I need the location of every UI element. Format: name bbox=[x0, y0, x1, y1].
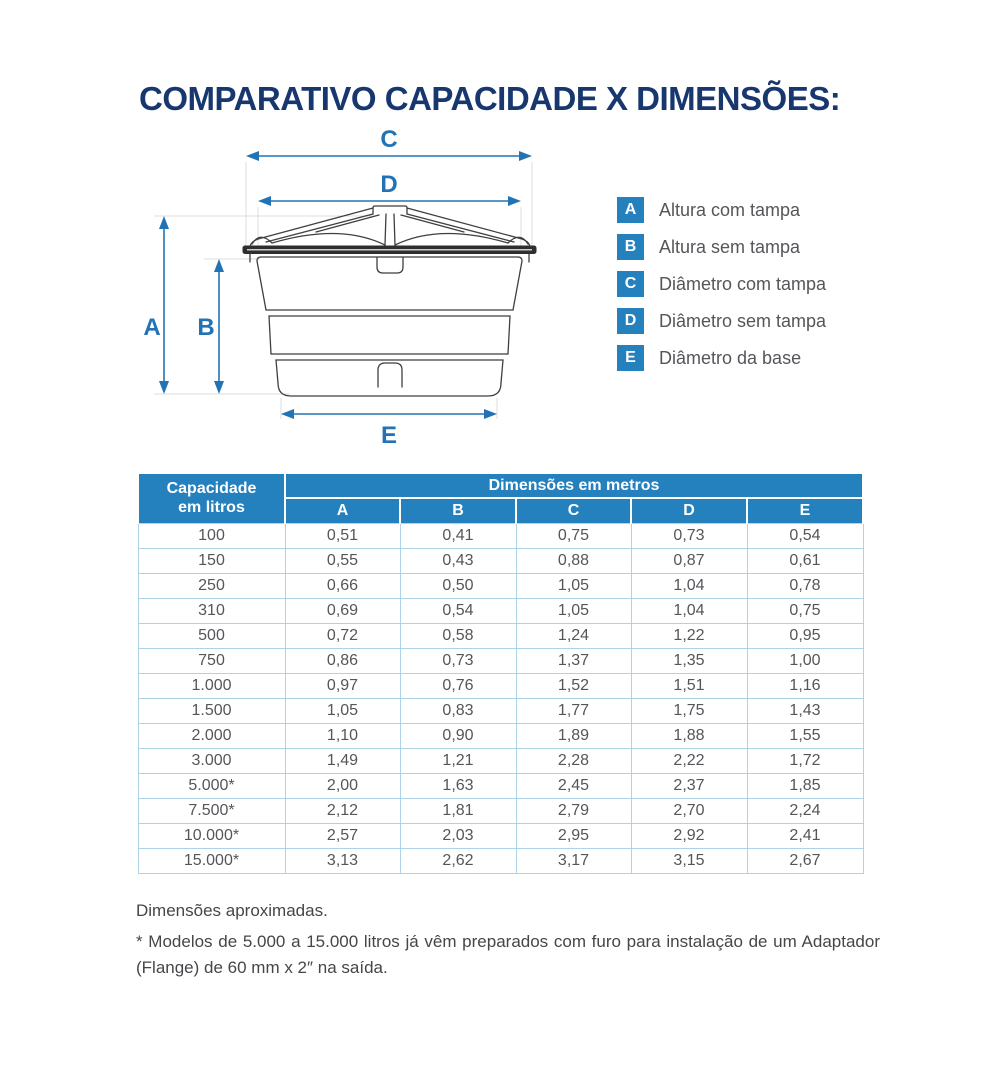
dimension-cell: 1,35 bbox=[631, 648, 747, 673]
capacity-cell: 2.000 bbox=[138, 723, 285, 748]
dimension-cell: 0,90 bbox=[400, 723, 516, 748]
capacity-cell: 7.500* bbox=[138, 798, 285, 823]
capacity-cell: 500 bbox=[138, 623, 285, 648]
dimension-cell: 1,85 bbox=[747, 773, 863, 798]
col-header-d: D bbox=[631, 498, 747, 523]
dimension-cell: 2,28 bbox=[516, 748, 631, 773]
col-header-b: B bbox=[400, 498, 516, 523]
legend-key-badge: A bbox=[617, 197, 644, 223]
legend-key-badge: B bbox=[617, 234, 644, 260]
dimension-cell: 0,54 bbox=[747, 523, 863, 548]
dim-label-a: A bbox=[143, 314, 161, 341]
dimension-cell: 0,50 bbox=[400, 573, 516, 598]
dimension-cell: 0,86 bbox=[285, 648, 400, 673]
dim-label-b: B bbox=[197, 314, 215, 341]
capacity-cell: 5.000* bbox=[138, 773, 285, 798]
dimension-cell: 1,37 bbox=[516, 648, 631, 673]
dimension-cell: 0,75 bbox=[747, 598, 863, 623]
dimension-arrow-b bbox=[214, 259, 224, 394]
dimension-cell: 1,75 bbox=[631, 698, 747, 723]
dimension-cell: 2,37 bbox=[631, 773, 747, 798]
dimension-cell: 0,43 bbox=[400, 548, 516, 573]
dimension-arrow-a bbox=[159, 216, 169, 394]
col-header-e: E bbox=[747, 498, 863, 523]
dimension-cell: 1,63 bbox=[400, 773, 516, 798]
dimension-cell: 1,51 bbox=[631, 673, 747, 698]
dimension-cell: 1,04 bbox=[631, 598, 747, 623]
dimension-cell: 0,72 bbox=[285, 623, 400, 648]
capacity-cell: 1.500 bbox=[138, 698, 285, 723]
dimension-cell: 1,21 bbox=[400, 748, 516, 773]
dimension-cell: 0,54 bbox=[400, 598, 516, 623]
tank-dimensions-diagram bbox=[140, 120, 610, 455]
table-row bbox=[138, 748, 863, 773]
dimension-cell: 2,79 bbox=[516, 798, 631, 823]
capacity-dimensions-table bbox=[137, 472, 864, 874]
table-body bbox=[138, 523, 863, 873]
dimension-cell: 0,66 bbox=[285, 573, 400, 598]
dimension-arrow-e bbox=[281, 409, 497, 419]
capacity-cell: 310 bbox=[138, 598, 285, 623]
page-title: COMPARATIVO CAPACIDADE X DIMENSÕES: bbox=[139, 80, 841, 117]
legend-item-label: Diâmetro com tampa bbox=[659, 273, 827, 294]
dimension-cell: 1,04 bbox=[631, 573, 747, 598]
dimension-cell: 2,62 bbox=[400, 848, 516, 873]
water-tank-drawing bbox=[243, 206, 536, 396]
dimension-cell: 1,00 bbox=[747, 648, 863, 673]
dimension-cell: 0,87 bbox=[631, 548, 747, 573]
legend-item-a bbox=[617, 197, 826, 223]
capacity-column-header: Capacidade em litros bbox=[138, 473, 285, 523]
table-row bbox=[138, 598, 863, 623]
capacity-cell: 10.000* bbox=[138, 823, 285, 848]
col-header-c: C bbox=[516, 498, 631, 523]
dimension-cell: 2,12 bbox=[285, 798, 400, 823]
capacity-cell: 1.000 bbox=[138, 673, 285, 698]
dimension-cell: 0,58 bbox=[400, 623, 516, 648]
legend-item-label: Diâmetro sem tampa bbox=[659, 310, 827, 331]
dimension-cell: 2,67 bbox=[747, 848, 863, 873]
approx-dimensions-note: Dimensões aproximadas. bbox=[136, 901, 328, 920]
legend-item-e bbox=[617, 345, 826, 371]
dimension-cell: 0,55 bbox=[285, 548, 400, 573]
legend-key-badge: D bbox=[617, 308, 644, 334]
dimension-cell: 0,73 bbox=[631, 523, 747, 548]
dimension-cell: 0,73 bbox=[400, 648, 516, 673]
dimension-cell: 1,88 bbox=[631, 723, 747, 748]
dimension-cell: 2,24 bbox=[747, 798, 863, 823]
dimension-cell: 1,49 bbox=[285, 748, 400, 773]
dimensions-group-header: Dimensões em metros bbox=[285, 473, 863, 498]
table-row bbox=[138, 523, 863, 548]
capacity-cell: 3.000 bbox=[138, 748, 285, 773]
table-row bbox=[138, 548, 863, 573]
table-row bbox=[138, 648, 863, 673]
table-row bbox=[138, 773, 863, 798]
dimension-cell: 0,95 bbox=[747, 623, 863, 648]
dimension-cell: 2,41 bbox=[747, 823, 863, 848]
table-row bbox=[138, 723, 863, 748]
dimension-cell: 1,05 bbox=[285, 698, 400, 723]
dimension-cell: 2,00 bbox=[285, 773, 400, 798]
dimension-cell: 0,97 bbox=[285, 673, 400, 698]
dimension-cell: 0,76 bbox=[400, 673, 516, 698]
capacity-cell: 100 bbox=[138, 523, 285, 548]
dimension-cell: 2,45 bbox=[516, 773, 631, 798]
legend-item-label: Altura com tampa bbox=[659, 199, 801, 220]
dimension-cell: 2,22 bbox=[631, 748, 747, 773]
capacity-cell: 15.000* bbox=[138, 848, 285, 873]
dimension-cell: 1,72 bbox=[747, 748, 863, 773]
dimension-cell: 2,70 bbox=[631, 798, 747, 823]
dimension-cell: 1,77 bbox=[516, 698, 631, 723]
flange-footnote: * Modelos de 5.000 a 15.000 litros já vêm preparados com furo para instalação de um Adaptador (Flange) de 60 mm x 2″ na saída. bbox=[136, 932, 880, 978]
table-row bbox=[138, 823, 863, 848]
dim-label-d: D bbox=[380, 171, 398, 198]
legend-item-b bbox=[617, 234, 826, 260]
dimension-cell: 0,83 bbox=[400, 698, 516, 723]
table-row bbox=[138, 573, 863, 598]
dimension-cell: 0,41 bbox=[400, 523, 516, 548]
dimension-cell: 3,15 bbox=[631, 848, 747, 873]
dimension-cell: 1,24 bbox=[516, 623, 631, 648]
capacity-cell: 750 bbox=[138, 648, 285, 673]
dimension-cell: 1,10 bbox=[285, 723, 400, 748]
dimension-cell: 2,57 bbox=[285, 823, 400, 848]
table-row bbox=[138, 848, 863, 873]
dimension-cell: 1,43 bbox=[747, 698, 863, 723]
dimension-cell: 1,05 bbox=[516, 598, 631, 623]
dimension-cell: 2,92 bbox=[631, 823, 747, 848]
col-header-a: A bbox=[285, 498, 400, 523]
dimension-cell: 3,17 bbox=[516, 848, 631, 873]
dimension-cell: 2,03 bbox=[400, 823, 516, 848]
dimension-legend bbox=[617, 197, 826, 371]
dimension-cell: 2,95 bbox=[516, 823, 631, 848]
dim-label-e: E bbox=[380, 422, 398, 449]
dimension-cell: 1,55 bbox=[747, 723, 863, 748]
dimension-cell: 1,16 bbox=[747, 673, 863, 698]
dimension-cell: 3,13 bbox=[285, 848, 400, 873]
table-row bbox=[138, 798, 863, 823]
dimension-cell: 1,52 bbox=[516, 673, 631, 698]
table-row bbox=[138, 698, 863, 723]
dimension-cell: 0,61 bbox=[747, 548, 863, 573]
capacity-cell: 250 bbox=[138, 573, 285, 598]
capacity-cell: 150 bbox=[138, 548, 285, 573]
legend-item-d bbox=[617, 308, 826, 334]
capacity-table-section bbox=[137, 472, 864, 874]
dimension-cell: 0,78 bbox=[747, 573, 863, 598]
dimension-cell: 0,88 bbox=[516, 548, 631, 573]
legend-item-label: Altura sem tampa bbox=[659, 236, 801, 257]
dimension-cell: 0,69 bbox=[285, 598, 400, 623]
dimension-cell: 0,51 bbox=[285, 523, 400, 548]
dimension-cell: 0,75 bbox=[516, 523, 631, 548]
dimension-cell: 1,89 bbox=[516, 723, 631, 748]
dimension-cell: 1,22 bbox=[631, 623, 747, 648]
legend-item-c bbox=[617, 271, 826, 297]
legend-key-badge: C bbox=[617, 271, 644, 297]
dimension-cell: 1,81 bbox=[400, 798, 516, 823]
table-row bbox=[138, 673, 863, 698]
dimension-cell: 1,05 bbox=[516, 573, 631, 598]
legend-key-badge: E bbox=[617, 345, 644, 371]
dim-label-c: C bbox=[380, 126, 398, 153]
legend-item-label: Diâmetro da base bbox=[659, 347, 802, 368]
table-row bbox=[138, 623, 863, 648]
